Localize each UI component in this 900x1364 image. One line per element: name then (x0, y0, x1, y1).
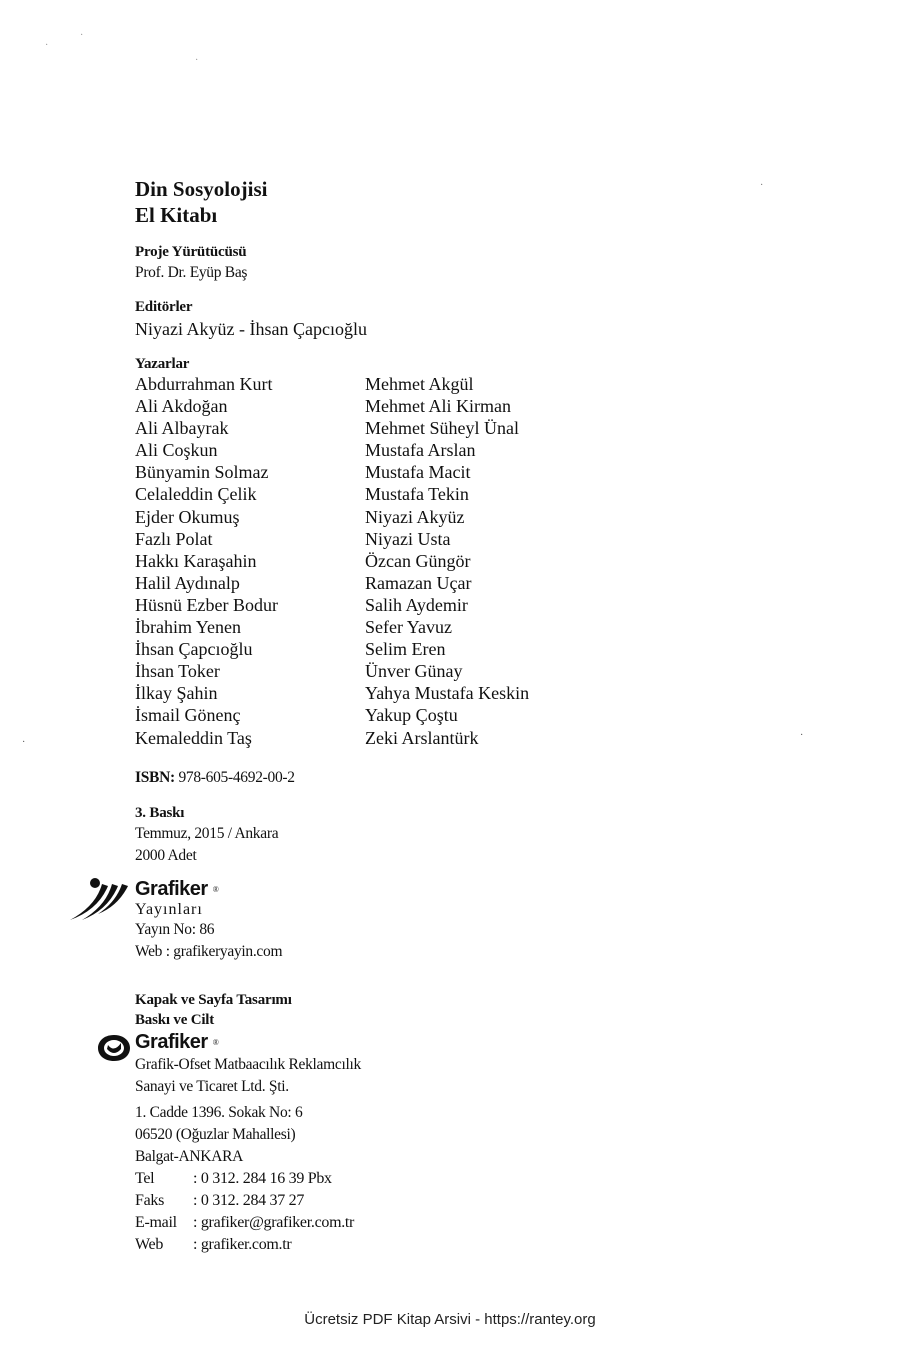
printer-address-line-2: 06520 (Oğuzlar Mahallesi) (135, 1126, 296, 1143)
scan-speck: · (80, 30, 84, 41)
scan-speck: · (22, 737, 26, 748)
author-name: Yakup Çoştu (365, 705, 458, 726)
author-name: İlkay Şahin (135, 683, 218, 704)
author-name: Hüsnü Ezber Bodur (135, 594, 278, 615)
scan-speck: · (195, 55, 199, 66)
scan-speck: · (760, 180, 764, 191)
edition-date-place: Temmuz, 2015 / Ankara (135, 825, 279, 842)
author-name: Zeki Arslantürk (365, 727, 479, 748)
printer-address-line-1: 1. Cadde 1396. Sokak No: 6 (135, 1104, 303, 1121)
edition-section (135, 803, 278, 867)
author-name: İhsan Toker (135, 661, 220, 682)
author-name: Salih Aydemir (365, 594, 468, 615)
edition-heading: 3. Baskı (135, 805, 185, 821)
contact-row (135, 1234, 361, 1256)
editors-names: Niyazi Akyüz - İhsan Çapcıoğlu (135, 319, 367, 339)
contact-value: : 0 312. 284 37 27 (193, 1192, 305, 1209)
contact-key: Tel (135, 1170, 155, 1187)
grafiker-print-logo-icon (97, 1033, 131, 1063)
author-name: Mustafa Tekin (365, 484, 469, 505)
project-lead-name: Prof. Dr. Eyüp Baş (135, 264, 248, 281)
author-name: Bünyamin Solmaz (135, 462, 269, 483)
author-name: İsmail Gönenç (135, 705, 241, 726)
contact-row (135, 1212, 361, 1234)
book-title (135, 176, 267, 228)
author-name: Yahya Mustafa Keskin (365, 683, 530, 704)
publisher-number: Yayın No: 86 (135, 921, 215, 938)
author-name: Ünver Günay (365, 661, 463, 682)
author-name: Mehmet Süheyl Ünal (365, 418, 519, 439)
authors-list (135, 373, 529, 749)
author-name: Ali Akdoğan (135, 396, 228, 417)
project-lead-section (135, 242, 247, 284)
contact-value: : grafiker.com.tr (193, 1236, 292, 1253)
author-name: Halil Aydınalp (135, 572, 240, 593)
footer-watermark: Ücretsiz PDF Kitap Arsivi - https://rantey.org (304, 1311, 596, 1328)
editors-section (135, 297, 367, 341)
printer-contacts (135, 1168, 361, 1256)
publisher-sub-brand: Yayınları (135, 901, 203, 918)
author-name: Niyazi Usta (365, 528, 451, 549)
author-name: Kemaleddin Taş (135, 727, 252, 748)
contact-key: Faks (135, 1192, 165, 1209)
title-line-1: Din Sosyolojisi (135, 177, 268, 201)
author-name: Ramazan Uçar (365, 572, 472, 593)
publisher-brand-row (135, 878, 282, 901)
isbn-label: ISBN: (135, 769, 175, 786)
scan-speck: · (800, 730, 804, 741)
publisher-reg-mark: ® (212, 885, 219, 894)
printer-company-line-1: Grafik-Ofset Matbaacılık Reklamcılık (135, 1056, 361, 1073)
print-bind-heading: Baskı ve Cilt (135, 1012, 215, 1028)
authors-column-1 (135, 373, 365, 749)
authors-column-2 (365, 373, 529, 749)
printer-reg-mark: ® (212, 1038, 219, 1047)
project-lead-heading: Proje Yürütücüsü (135, 244, 247, 260)
contact-row (135, 1168, 361, 1190)
scan-speck: · (45, 40, 49, 51)
printing-section (135, 990, 292, 1030)
isbn-line (135, 767, 295, 789)
author-name: Ejder Okumuş (135, 506, 240, 527)
printer-details (135, 1031, 361, 1256)
author-name: Celaleddin Çelik (135, 484, 257, 505)
author-name: Ali Albayrak (135, 418, 229, 439)
title-line-2: El Kitabı (135, 203, 218, 227)
author-name: Mehmet Ali Kirman (365, 396, 511, 417)
author-name: Hakkı Karaşahin (135, 550, 257, 571)
editors-heading: Editörler (135, 299, 193, 315)
edition-copies: 2000 Adet (135, 847, 197, 864)
author-name: İbrahim Yenen (135, 617, 241, 638)
printer-company-line-2: Sanayi ve Ticaret Ltd. Şti. (135, 1078, 289, 1095)
author-name: Mustafa Arslan (365, 440, 476, 461)
author-name: Niyazi Akyüz (365, 506, 465, 527)
authors-heading: Yazarlar (135, 356, 190, 372)
author-name: Ali Coşkun (135, 440, 218, 461)
design-heading: Kapak ve Sayfa Tasarımı (135, 992, 292, 1008)
author-name: Fazlı Polat (135, 528, 213, 549)
printer-brand: Grafiker (135, 1031, 208, 1053)
authors-heading-wrap (135, 354, 189, 374)
publisher-section (135, 878, 282, 963)
contact-key: Web (135, 1236, 164, 1253)
publisher-web: Web : grafikeryayin.com (135, 943, 283, 960)
publisher-brand: Grafiker (135, 878, 208, 900)
author-name: Selim Eren (365, 639, 446, 660)
printer-address-line-3: Balgat-ANKARA (135, 1148, 244, 1165)
contact-value: : grafiker@grafiker.com.tr (193, 1214, 355, 1231)
grafiker-yayinlari-logo-icon (68, 876, 134, 924)
author-name: Mehmet Akgül (365, 374, 474, 394)
author-name: Mustafa Macit (365, 462, 471, 483)
isbn-value: 978-605-4692-00-2 (178, 769, 295, 786)
author-name: İhsan Çapcıoğlu (135, 639, 253, 660)
author-name: Özcan Güngör (365, 550, 471, 571)
author-name: Abdurrahman Kurt (135, 374, 273, 394)
contact-row (135, 1190, 361, 1212)
author-name: Sefer Yavuz (365, 617, 452, 638)
contact-key: E-mail (135, 1214, 177, 1231)
printer-brand-row (135, 1031, 361, 1054)
contact-value: : 0 312. 284 16 39 Pbx (193, 1170, 332, 1187)
